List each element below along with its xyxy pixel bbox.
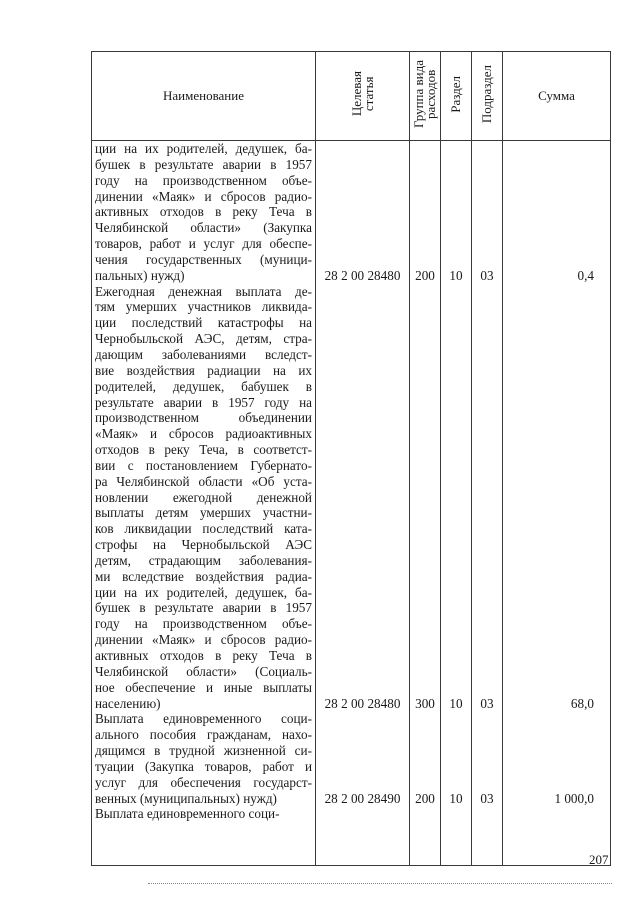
cell-subsection: 03 [480,790,494,806]
row-name-line: Челябинской области» (Закупка [95,220,312,236]
row-name-line: ального пособия гражданам, нахо- [95,727,312,743]
row-name [95,141,312,284]
footer-rule [148,883,612,884]
row-name-line: строфы на Чернобыльской АЭС [95,537,312,553]
row-name-line: Выплата единовременного соци- [95,711,312,727]
row-name-line: туации (Закупка товаров, работ и [95,758,312,774]
row-name-line: ции последствий катастрофы на [95,315,312,331]
row-name [95,284,312,712]
cell-section: 10 [449,790,463,806]
header-expense-group: Группа вида расходов [410,52,441,141]
header-amount: Сумма [503,52,611,141]
cell-subsection: 03 [480,267,494,283]
cell-amount: 1 000,0 [554,790,594,806]
row-name-line: ции на их родителей, дедушек, ба- [95,584,312,600]
row-name-line: вие воздействия радиации на их [95,362,312,378]
row-name-line: ции на их родителей, дедушек, ба- [95,141,312,156]
row-name-line: активных отходов в реку Теча в [95,648,312,663]
row-name-line: населению) [95,695,161,711]
cell-expense-group: 300 [415,695,435,711]
cell-target-article: 28 2 00 28490 [324,790,401,806]
cell-target-article: 28 2 00 28480 [324,695,401,711]
row-name-line: динении «Маяк» и сбросов радио- [95,188,312,204]
row-name-line: динении «Маяк» и сбросов радио- [95,632,312,648]
row-name-line: дящимся в трудной жизненной си- [95,743,312,759]
row-name-line: Чернобыльской АЭС, детям, стра- [95,331,312,347]
cell-amount: 0,4 [577,267,594,283]
header-subsection: Подраздел [472,52,503,141]
cell-expense-group: 200 [415,267,435,283]
row-name-line: венных (муниципальных) нужд) [95,790,277,806]
cell-subsection: 03 [480,695,494,711]
row-name-line: году на производственном объе- [95,616,312,632]
row-name-line: бушек в результате аварии в 1957 [95,156,312,172]
row-name [95,711,312,806]
cell-expense-group: 200 [415,790,435,806]
page-number: 207 [589,852,609,867]
row-name-line: активных отходов в реку Теча в [95,204,312,220]
row-name-line: товаров, работ и услуг для обеспе- [95,236,312,252]
header-name: Наименование [92,52,316,141]
row-name-line: Челябинской области» (Социаль- [95,663,312,679]
table-header-row [92,52,611,141]
row-name-line: чения государственных (муници- [95,251,312,267]
row-name-line: ное обеспечение и иные выплаты [95,679,312,695]
row-name-line: результате аварии в 1957 году на [95,394,312,410]
row-name-line: ра Челябинской области «Об уста- [95,473,312,489]
row-name-line: ми вследствие воздействия радиа- [95,568,312,584]
row-name-line: отходов в реку Теча, в соответст- [95,442,312,458]
header-section: Раздел [441,52,472,141]
row-name-line: дающим заболеваниями вследст- [95,346,312,362]
budget-table [91,51,611,866]
row-name-line: родителей, дедушек, бабушек в [95,378,312,394]
row-name-line: ков ликвидации последствий ката- [95,521,312,537]
row-name-line: новлении ежегодной денежной [95,489,312,505]
row-name-line: услуг для обеспечения государст- [95,774,312,790]
name-column [92,141,316,866]
row-name-line: вии с постановлением Губернато- [95,457,312,473]
row-name-line: году на производственном объе- [95,172,312,188]
row-name-line: «Маяк» и сбросов радиоактивных [95,426,312,442]
row-name-line: выплаты детям умерших участни- [95,505,312,521]
target-article-column [316,141,410,866]
row-name-line: пальных) нужд) [95,267,185,283]
row-name [95,806,312,822]
expense-group-column [410,141,441,866]
cell-section: 10 [449,267,463,283]
cell-section: 10 [449,695,463,711]
cell-target-article: 28 2 00 28480 [324,267,401,283]
cell-amount: 68,0 [570,695,594,711]
row-name-line: бушек в результате аварии в 1957 [95,600,312,616]
row-name-line: тям умерших участников ликвида- [95,299,312,315]
section-column [441,141,472,866]
row-name-line: детям, страдающим заболевания- [95,552,312,568]
subsection-column [472,141,503,866]
row-name-line: производственном объединении [95,410,312,426]
header-target-article: Целевая статья [316,52,410,141]
table-row [92,141,611,866]
row-name-line: Ежегодная денежная выплата де- [95,283,312,299]
amount-column [503,141,611,866]
row-name-line: Выплата единовременного соци- [95,806,280,822]
